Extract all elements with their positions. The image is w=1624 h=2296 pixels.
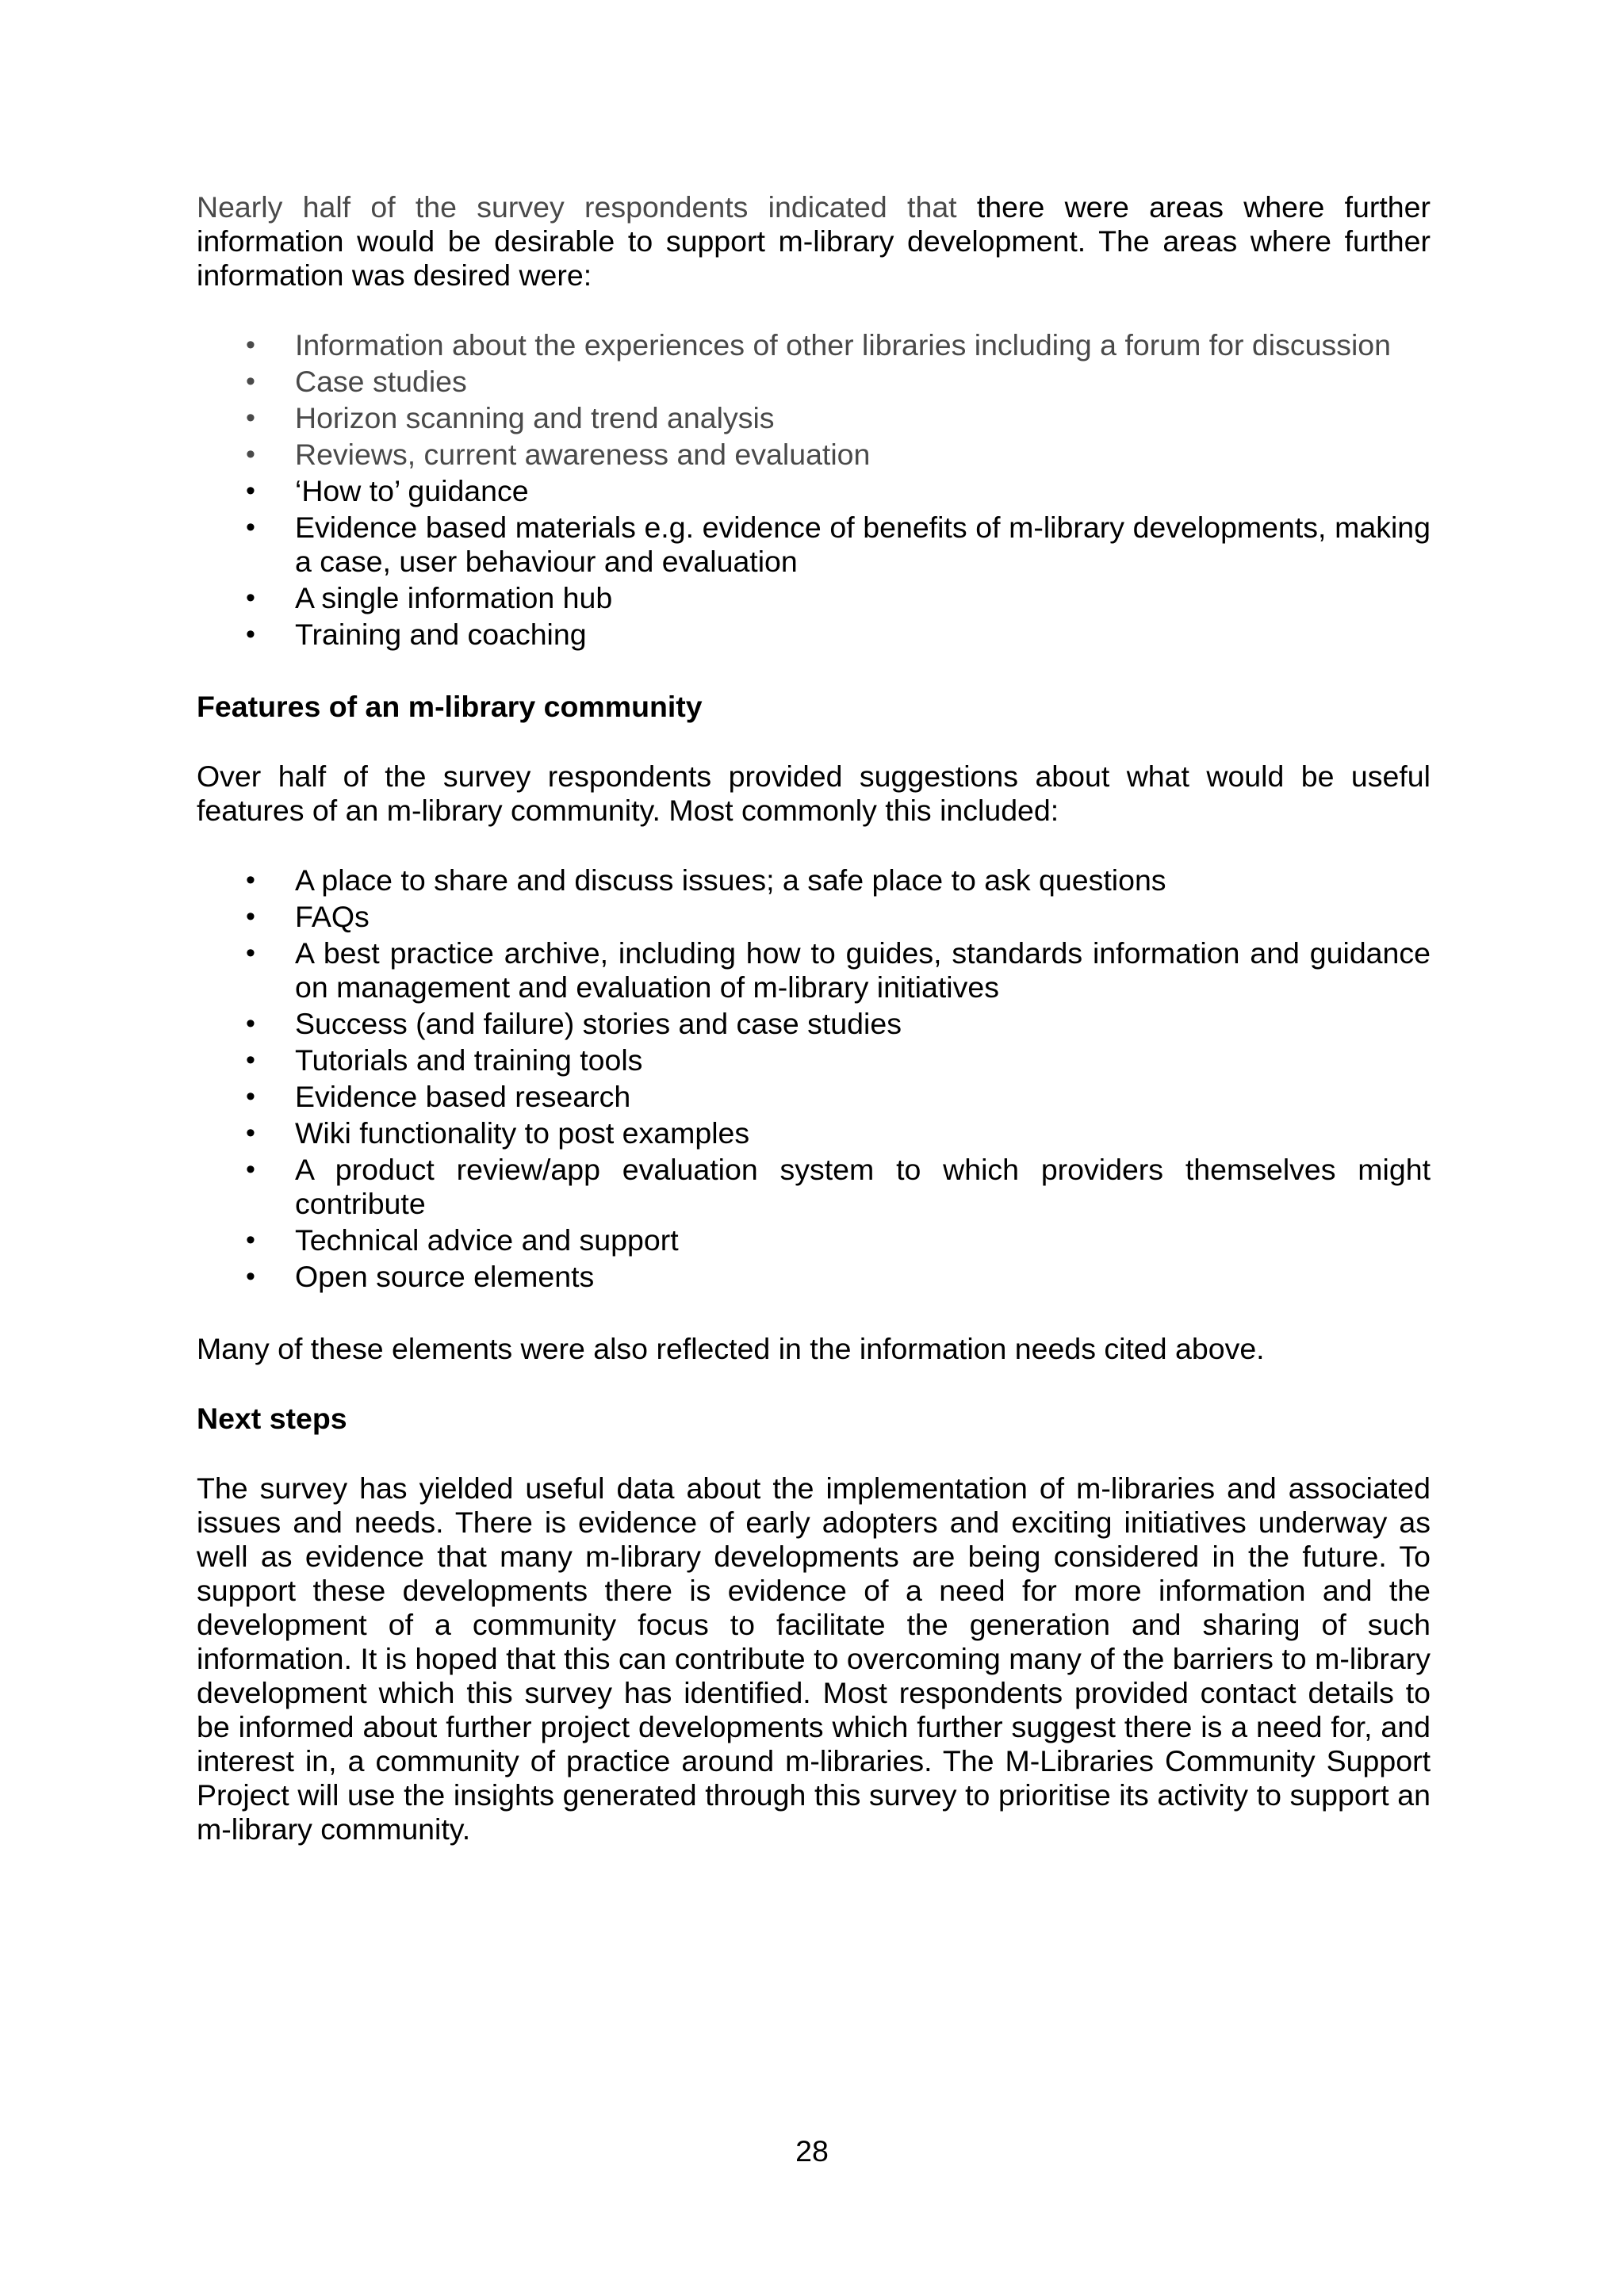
spacer [197, 1366, 1431, 1402]
spacer [197, 654, 1431, 690]
list-item: • Technical advice and support [295, 1223, 1431, 1257]
document-page [197, 190, 1431, 1846]
next-steps-body: The survey has yielded useful data about the implementation of m-libraries and associated issues and needs. There is evidence of early adopters and exciting initiatives underway as well as evidence that many m-library developments are being considered in the future. To support these developments there is evidence of a need for more information and the development of a community focus to facilitate the generation and sharing of such information. It is hoped that this can contribute to overcoming many of the barriers to m-library development which this survey has identified. Most respondents provided contact details to be informed about further project developments which further suggest there is a need for, and interest in, a community of practice around m-libraries. The M-Libraries Community Support Project will use the insights generated through this survey to prioritise its activity to support an m-library community. [197, 1471, 1431, 1846]
list-item: • Information about the experiences of other libraries including a forum for discussion [295, 328, 1431, 362]
spacer [197, 828, 1431, 863]
intro-paragraph [197, 190, 1431, 293]
info-areas-list [197, 328, 1431, 652]
list-item: • ‘How to’ guidance [295, 474, 1431, 508]
list-item: • FAQs [295, 900, 1431, 934]
features-closing: Many of these elements were also reflected in the information needs cited above. [197, 1332, 1265, 1365]
list-item: • Evidence based research [295, 1080, 1431, 1114]
spacer [197, 293, 1431, 328]
list-item: • Evidence based materials e.g. evidence of benefits of m-library developments, making a case, user behaviour and evaluation [295, 511, 1431, 579]
list-item: • Case studies [295, 365, 1431, 399]
intro-rest-text: there were areas where further information would be desirable to support m-library development. The areas where further information was desired were: [197, 190, 1431, 292]
list-item: • A single information hub [295, 581, 1431, 615]
list-item: • Training and coaching [295, 618, 1431, 652]
list-item: • Open source elements [295, 1260, 1431, 1294]
list-item: • Wiki functionality to post examples [295, 1116, 1431, 1150]
spacer [197, 1436, 1431, 1471]
features-heading: Features of an m-library community [197, 690, 703, 723]
list-item: • Reviews, current awareness and evaluation [295, 438, 1431, 472]
list-item: • A product review/app evaluation system to which providers themselves might contribute [295, 1153, 1431, 1221]
list-item: • Tutorials and training tools [295, 1043, 1431, 1077]
list-item: • A place to share and discuss issues; a safe place to ask questions [295, 863, 1431, 897]
intro-lead-text: Nearly half of the survey respondents indicated that [197, 190, 957, 224]
features-intro: Over half of the survey respondents provided suggestions about what would be useful features of an m-library community. Most commonly this included: [197, 760, 1431, 827]
page-number: 28 [795, 2134, 829, 2168]
spacer [197, 1296, 1431, 1332]
features-list [197, 863, 1431, 1294]
list-item: • Horizon scanning and trend analysis [295, 401, 1431, 435]
next-steps-heading: Next steps [197, 1402, 347, 1435]
list-item: • Success (and failure) stories and case studies [295, 1007, 1431, 1041]
list-item: • A best practice archive, including how to guides, standards information and guidance on management and evaluation of m-library initiatives [295, 936, 1431, 1004]
spacer [197, 724, 1431, 760]
